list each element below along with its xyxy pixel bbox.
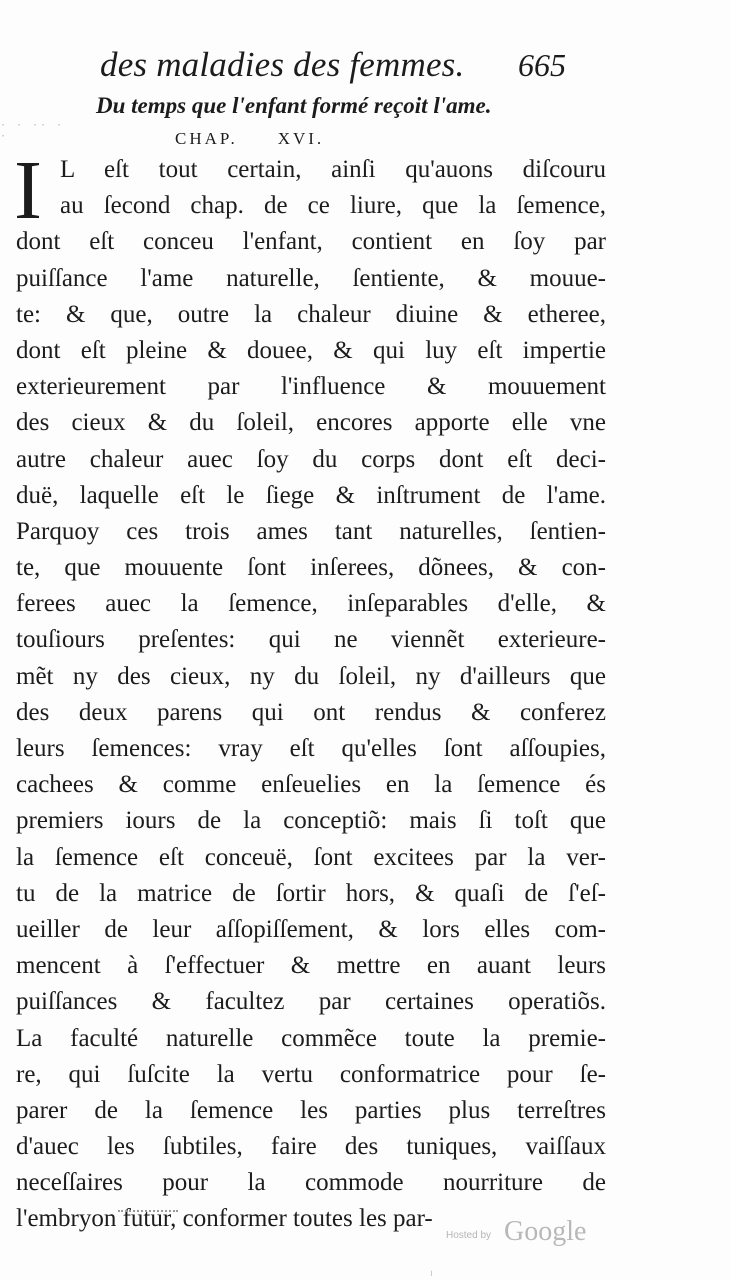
text-line: cachees & comme enſeuelies en la ſemence és <box>16 771 606 799</box>
body-text-block <box>14 144 606 1238</box>
text-line: des cieux & du ſoleil, encores apporte elle vne <box>16 409 606 437</box>
chapter-numeral: XVI. <box>277 129 325 148</box>
text-line: ueiller de leur aſſopiſſement, & lors elles com- <box>16 915 606 943</box>
google-watermark-logo: Google <box>504 1216 587 1247</box>
text-line: te, que mouuente ſont inſerees, dõnees, & con- <box>16 554 606 582</box>
text-line: L eſt tout certain, ainſi qu'auons diſcouru <box>60 156 606 183</box>
binding-margin-marks: · · ·· · · <box>0 120 65 142</box>
text-line: duë, laquelle eſt le ſiege & inſtrument de l'ame. <box>16 481 606 509</box>
text-line: leurs ſemences: vray eſt qu'elles ſont aſſoupies, <box>16 735 606 762</box>
text-line: l'embryon futur, conformer toutes les par- <box>16 1205 433 1233</box>
chapter-heading <box>175 126 495 152</box>
running-head: des maladies des femmes. <box>100 45 465 84</box>
text-line: dont eſt conceu l'enfant, contient en ſoy par <box>16 228 606 256</box>
bottom-edge-mark: ı <box>430 1268 433 1279</box>
text-line: neceſſaires pour la commode nourriture de <box>16 1169 606 1197</box>
drop-cap-initial: I <box>14 144 42 237</box>
text-line: dont eſt pleine & douee, & qui luy eſt impertie <box>16 336 606 364</box>
text-line: premiers iours de la conceptiõ: mais ſi toſt que <box>16 807 606 835</box>
text-line: la ſemence eſt conceuë, ſont excitees par la ver- <box>16 843 606 871</box>
text-line: ferees auec la ſemence, inſeparables d'elle, & <box>16 590 606 618</box>
text-line: parer de la ſemence les parties plus terreſtres <box>16 1096 606 1124</box>
page-number: 665 <box>518 47 566 83</box>
text-line: mẽt ny des cieux, ny du ſoleil, ny d'ailleurs que <box>16 662 606 690</box>
chapter-title: Du temps que l'enfant formé reçoit l'ame. <box>96 93 492 118</box>
footer-mark <box>118 1200 178 1212</box>
text-line: autre chaleur auec ſoy du corps dont eſt deci- <box>16 445 606 473</box>
text-line: puiſſances & facultez par certaines operatiõs. <box>16 988 606 1016</box>
text-line: tu de la matrice de ſortir hors, & quaſi de ſ'eſ- <box>16 879 606 907</box>
text-line: d'auec les ſubtiles, faire des tuniques, vaiſſaux <box>16 1133 606 1161</box>
text-line: touſiours preſentes: qui ne viennẽt exterieure- <box>16 626 606 654</box>
text-line: te: & que, outre la chaleur diuine & etheree, <box>16 300 606 328</box>
text-line: Parquoy ces trois ames tant naturelles, ſentien- <box>16 517 606 545</box>
text-line: mencent à ſ'effectuer & mettre en auant leurs <box>16 952 606 980</box>
hosted-by-label: Hosted by <box>446 1230 492 1241</box>
text-line: exterieurement par l'influence & mouuement <box>16 373 606 401</box>
text-line: re, qui ſuſcite la vertu conformatrice pour ſe- <box>16 1060 606 1088</box>
text-line: au ſecond chap. de ce liure, que la ſemence, <box>60 192 606 220</box>
text-line: des deux parens qui ont rendus & conferez <box>16 698 606 726</box>
chapter-label: CHAP. <box>175 129 238 148</box>
text-line: La faculté naturelle commẽce toute la premie- <box>16 1024 606 1052</box>
text-line: puiſſance l'ame naturelle, ſentiente, & mouue- <box>16 264 606 292</box>
